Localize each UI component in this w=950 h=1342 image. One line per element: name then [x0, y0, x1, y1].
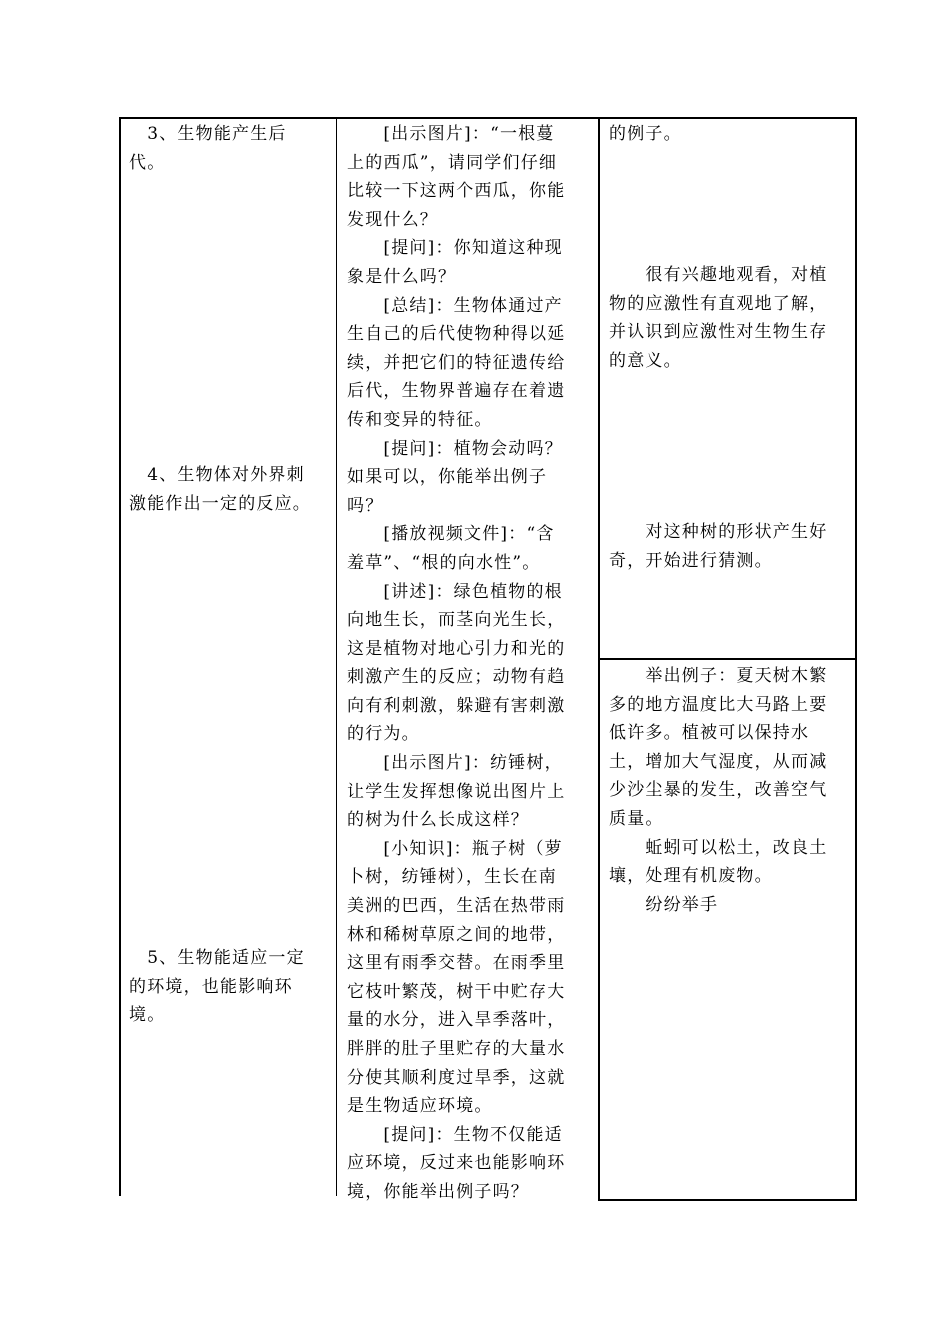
student-activity-b — [609, 261, 845, 375]
item-3-text — [129, 120, 317, 177]
text-line: 代。 — [129, 152, 166, 173]
text-line: 这里有雨季交替。在雨季里 — [347, 953, 566, 974]
text-line: 土，增加大气湿度，从而减 — [609, 751, 828, 772]
text-line: 吗？ — [347, 495, 384, 516]
table-top-border — [119, 117, 857, 119]
text-line: 是生物适应环境。 — [347, 1096, 493, 1117]
text-line: 这是植物对地心引力和光的 — [347, 638, 566, 659]
text-line: 的例子。 — [609, 124, 682, 144]
text-line: [出示图片]：纺锤树， — [347, 753, 563, 774]
item-5-text — [129, 944, 317, 1030]
text-line: 4、生物体对外界刺 — [129, 465, 305, 485]
text-line: 并认识到应激性对生物生存 — [609, 322, 828, 343]
text-line: 对这种树的形状产生好 — [609, 522, 828, 542]
text-line: 如果可以，你能举出例子 — [347, 467, 548, 488]
text-line: 境，你能举出例子吗？ — [347, 1181, 529, 1202]
teacher-activity-text — [347, 120, 585, 1207]
text-line: 羞草”、“根的向水性”。 — [347, 552, 541, 573]
text-line: 胖胖的肚子里贮存的大量水 — [347, 1039, 566, 1059]
text-line: 比较一下这两个西瓜，你能 — [347, 181, 566, 202]
text-line: 境。 — [129, 1005, 166, 1026]
text-line: 传和变异的特征。 — [347, 409, 493, 430]
cell-divider-col3 — [598, 658, 857, 660]
text-line: 的树为什么长成这样？ — [347, 810, 529, 831]
text-line: 美洲的巴西，生活在热带雨 — [347, 896, 566, 917]
text-line: 举出例子：夏天树木繁 — [609, 666, 828, 686]
text-line: 林和稀树草原之间的地带， — [347, 924, 566, 945]
table-left-border — [119, 117, 121, 1196]
text-line: [提问]：你知道这种现 — [347, 238, 563, 259]
text-line: 应环境，反过来也能影响环 — [347, 1153, 566, 1174]
text-line: 很有兴趣地观看，对植 — [609, 265, 828, 285]
cell-bottom-col3 — [598, 1199, 857, 1201]
column-divider-1 — [336, 117, 337, 1196]
text-line: 卜树，纺锤树），生长在南 — [347, 867, 557, 888]
text-line: 奇，开始进行猜测。 — [609, 550, 773, 571]
text-line: 质量。 — [609, 808, 664, 829]
text-line: 生自己的后代使物种得以延 — [347, 324, 566, 345]
text-line: [讲述]：绿色植物的根 — [347, 581, 563, 602]
text-line: 纷纷举手 — [609, 894, 719, 915]
item-4-text — [129, 461, 317, 518]
text-line: 5、生物能适应一定 — [129, 948, 305, 968]
text-line: 的环境，也能影响环 — [129, 976, 293, 997]
text-line: 它枝叶繁茂，树干中贮存大 — [347, 981, 566, 1002]
text-line: 后代，生物界普遍存在着遗 — [347, 381, 566, 402]
text-line: 向地生长，而茎向光生长， — [347, 610, 566, 631]
text-line: [播放视频文件]：“含 — [347, 524, 555, 545]
text-line: [提问]：植物会动吗？ — [347, 438, 563, 459]
student-activity-c — [609, 518, 845, 575]
text-line: 续，并把它们的特征遗传给 — [347, 352, 566, 373]
text-line: 发现什么？ — [347, 209, 438, 230]
text-line: 向有利刺激，躲避有害刺激 — [347, 695, 566, 716]
text-line: 激能作出一定的反应。 — [129, 493, 311, 514]
student-activity-d — [609, 662, 845, 919]
text-line: [总结]：生物体通过产 — [347, 295, 563, 316]
text-line: 的行为。 — [347, 724, 420, 745]
text-line: [提问]：生物不仅能适 — [347, 1124, 563, 1145]
text-line: 刺激产生的反应；动物有趋 — [347, 667, 566, 688]
text-line: 少沙尘暴的发生，改善空气 — [609, 780, 828, 801]
text-line: 让学生发挥想像说出图片上 — [347, 781, 566, 802]
student-activity-a — [609, 120, 845, 149]
text-line: 的意义。 — [609, 350, 682, 371]
text-line: 壤，处理有机废物。 — [609, 866, 773, 887]
text-line: 分使其顺利度过旱季，这就 — [347, 1067, 566, 1088]
text-line: 量的水分，进入旱季落叶， — [347, 1010, 566, 1031]
text-line: [出示图片]：“一根蔓 — [347, 124, 555, 144]
text-line: 低许多。植被可以保持水 — [609, 723, 810, 744]
text-line: 上的西瓜”，请同学们仔细 — [347, 152, 558, 173]
text-line: 物的应激性有直观地了解， — [609, 293, 828, 314]
text-line: 多的地方温度比大马路上要 — [609, 694, 828, 715]
text-line: 象是什么吗？ — [347, 266, 457, 287]
text-line: 3、生物能产生后 — [129, 124, 287, 144]
text-line: 蚯蚓可以松土，改良土 — [609, 837, 828, 858]
text-line: [小知识]：瓶子树（萝 — [347, 838, 563, 859]
